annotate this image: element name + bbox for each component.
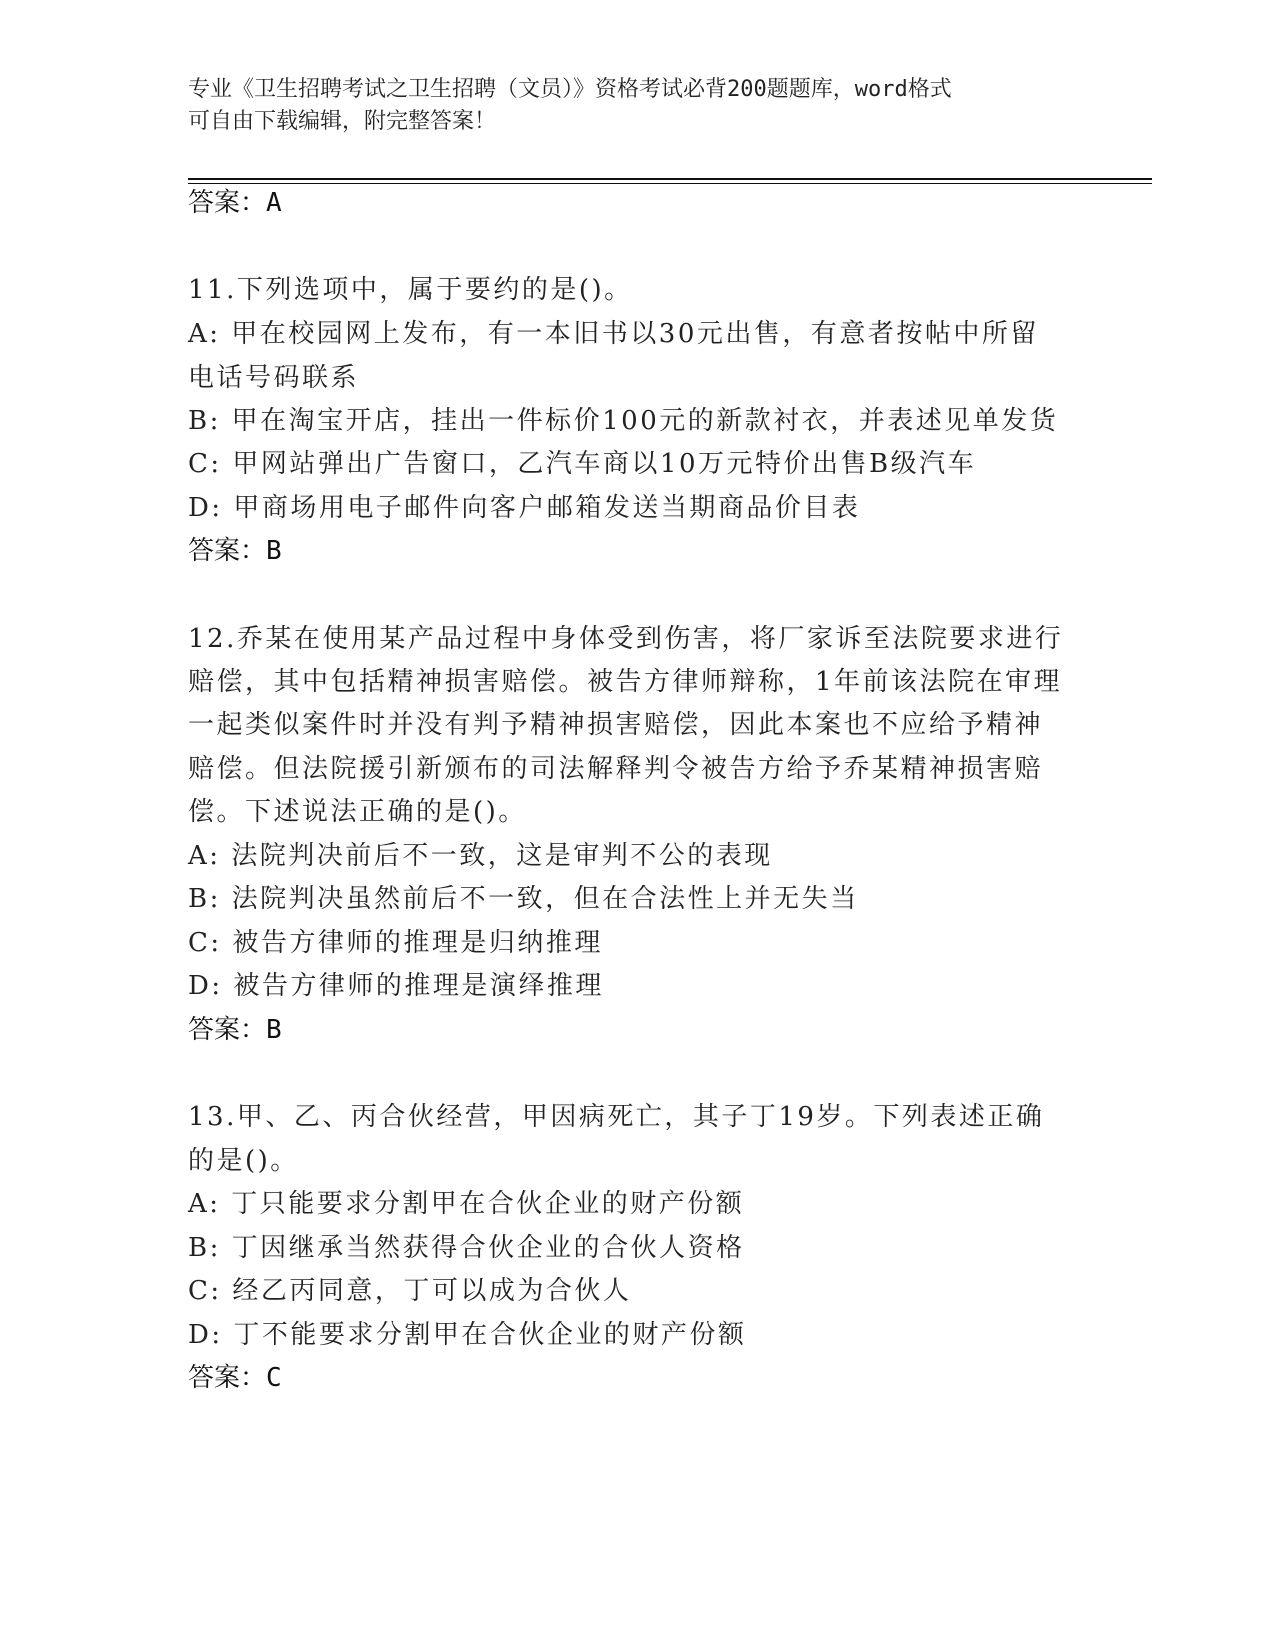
q13-option-d: D: 丁不能要求分割甲在合伙企业的财产份额 [188,1320,747,1350]
q12-stem-line-1: 12.乔某在使用某产品过程中身体受到伤害，将厂家诉至法院要求进行 [188,624,1064,654]
q12-stem-line-3: 一起类似案件时并没有判予精神损害赔偿，因此本案也不应给予精神 [188,710,1044,740]
header-rule-thick [188,178,1152,180]
q12-option-c: C: 被告方律师的推理是归纳推理 [188,928,603,958]
q13-stem-line-2: 的是()。 [188,1146,299,1176]
q11-answer: 答案：B [188,536,282,566]
q13-option-b: B: 丁因继承当然获得合伙企业的合伙人资格 [188,1233,745,1263]
q12-option-a: A: 法院判决前后不一致，这是审判不公的表现 [188,841,773,871]
q11-option-d: D: 甲商场用电子邮件向客户邮箱发送当期商品价目表 [188,493,861,523]
page-header [188,74,1088,138]
q12-option-b: B: 法院判决虽然前后不一致，但在合法性上并无失当 [188,884,859,914]
q13-stem-line-1: 13.甲、乙、丙合伙经营，甲因病死亡，其子丁19岁。下列表述正确 [188,1102,1045,1132]
q12-stem-line-2: 赔偿，其中包括精神损害赔偿。被告方律师辩称，1年前该法院在审理 [188,667,1063,697]
q11-stem-line-1: 11.下列选项中，属于要约的是()。 [188,275,633,305]
q13-option-c: C: 经乙丙同意，丁可以成为合伙人 [188,1276,632,1306]
q11-option-a-line-2: 电话号码联系 [188,363,360,393]
q11-option-a-line-1: A: 甲在校园网上发布，有一本旧书以30元出售，有意者按帖中所留 [188,319,1039,349]
header-title-line-1: 专业《卫生招聘考试之卫生招聘（文员）》资格考试必背200题题库，word格式 [188,77,952,102]
q11-option-c: C: 甲网站弹出广告窗口，乙汽车商以10万元特价出售B级汽车 [188,449,977,479]
answer-prev: 答案：A [188,188,282,218]
q11-option-b: B: 甲在淘宝开店，挂出一件标价100元的新款衬衣，并表述见单发货 [188,406,1059,436]
q12-option-d: D: 被告方律师的推理是演绎推理 [188,971,604,1001]
q13-option-a: A: 丁只能要求分割甲在合伙企业的财产份额 [188,1189,745,1219]
q13-answer: 答案：C [188,1363,282,1393]
q12-stem-line-4: 赔偿。但法院援引新颁布的司法解释判令被告方给予乔某精神损害赔 [188,754,1044,784]
header-rule-thin [188,183,1152,184]
q12-stem-line-5: 偿。下述说法正确的是()。 [188,797,527,827]
q12-answer: 答案：B [188,1015,282,1045]
header-title-line-2: 可自由下载编辑，附完整答案！ [188,109,497,134]
